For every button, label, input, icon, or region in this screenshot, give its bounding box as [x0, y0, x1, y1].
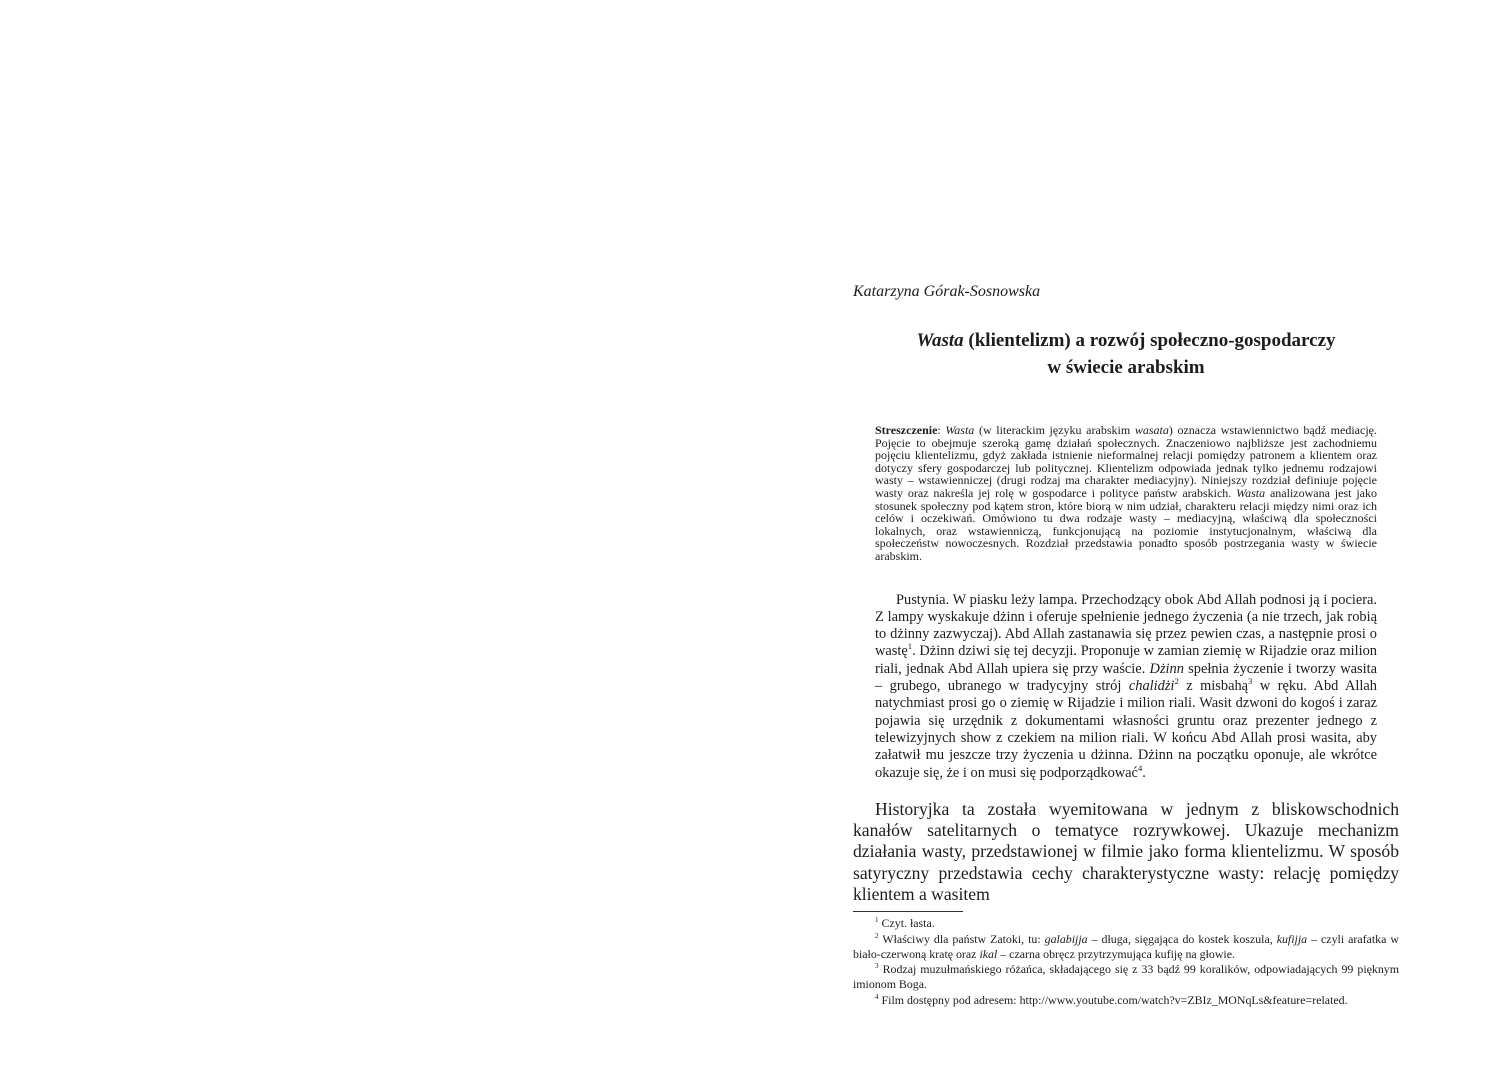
story-text-4: z misbahą: [1178, 678, 1249, 695]
abstract-text-1: (w literackim języku arabskim: [974, 423, 1135, 437]
abstract-term-wasta: Wasta: [945, 423, 975, 437]
footnote-text: Czyt. łasta.: [878, 916, 935, 931]
main-body-paragraph: Historyjka ta została wyemitowana w jednym z bliskowschodnich kanałów satelitarnych o tematyce rozrywkowej. Ukazuje mechanizm działania wasty, przedstawionej w filmie jako forma klientelizmu. W sposób satyryczny przedstawia cechy charakterystyczne wasty: relację pomiędzy klientem a wasitem: [853, 798, 1399, 904]
footnote-text: Rodzaj muzułmańskiego różańca, składającego się z 33 bądź 99 koralików, odpowiadających 99 pięknym imionom Boga.: [853, 962, 1399, 992]
abstract-text-3: analizowana jest jako stosunek społeczny pod kątem stron, które biorą w nim udział, charakteru relacji między nimi oraz ich celów i oczekiwań. Omówiono tu dwa rodzaje wasty – mediacyjną, właściwą dla społeczności lokalnych, oraz wstawienniczą, funkcjonującą na poziomie instytucjonalnym, właściwą dla społeczeństw nowoczesnych. Rozdział przedstawia ponadto sposób postrzegania wasty w świecie arabskim.: [875, 485, 1377, 563]
footnote-ref-2[interactable]: 2: [1174, 676, 1179, 687]
footnote-number: 2: [875, 931, 879, 940]
title-line1: (klientelizm) a rozwój społeczno-gospodarczy: [963, 330, 1336, 351]
footnote-term-kufijja: kufijja: [1276, 931, 1308, 946]
story-text-3: spełnia życzenie i tworzy wasita – grubego, ubranego w tradycyjny strój: [875, 660, 1377, 695]
story-term-chalidzi: chalidżi: [1128, 678, 1175, 695]
story-term-dzinn: Dżinn: [1149, 660, 1184, 677]
abstract-term-wasata: wasata: [1134, 423, 1169, 437]
footnote-4: [853, 993, 1399, 1008]
footnote-text: – czyli arafatka w biało-czerwoną kratę oraz: [853, 931, 1399, 961]
chapter-title: [853, 327, 1399, 381]
story-text-1: Pustynia. W piasku leży lampa. Przechodzący obok Abd Allah podnosi ją i pociera. Z lampy wyskakuje dżinn i oferuje spełnienie jednego życzenia (a nie trzech, jak robią to dżinny zazwyczaj). Abd Allah zastanawia się przez pewien czas, a następnie prosi o wastę: [875, 591, 1377, 660]
title-italic-word: Wasta: [916, 330, 964, 351]
right-page: [750, 0, 1500, 1086]
page-text-block: [853, 283, 1399, 1008]
footnote-3: [853, 962, 1399, 993]
footnote-2: [853, 932, 1399, 963]
title-line2: w świecie arabskim: [1047, 357, 1205, 378]
author-name: Katarzyna Górak-Sosnowska: [853, 283, 1041, 300]
abstract-colon: :: [937, 423, 946, 437]
footnotes: [853, 916, 1399, 1008]
footnote-term-galabijja: galabijja: [1044, 931, 1088, 946]
footnote-ref-3[interactable]: 3: [1248, 676, 1253, 687]
footnote-text: Właściwy dla państw Zatoki, tu:: [878, 931, 1045, 946]
abstract: [875, 424, 1377, 563]
abstract-term-wasta-2: Wasta: [1236, 485, 1266, 500]
story-text-2: . Dżinn dziwi się tej decyzji. Proponuje w zamian ziemię w Rijadzie oraz milion riali, jednak Abd Allah upiera się przy waście.: [875, 643, 1377, 677]
footnote-number: 3: [875, 962, 879, 971]
footnote-text: Film dostępny pod adresem: http://www.youtube.com/watch?v=ZBIz_MONqLs&feature=related.: [878, 992, 1348, 1007]
story-text-5: w ręku. Abd Allah natychmiast prosi go o ziemię w Rijadzie i milion riali. Wasit dzwoni do kogoś i zaraz pojawia się urzędnik z dokumentami własności gruntu oraz prezenter jednego z telewizyjnych show z czekiem na milion riali. W końcu Abd Allah prosi wasita, aby załatwił mu jeszcze trzy życzenia u dżinna. Dżinn na początku oponuje, ale wkrótce okazuje się, że i on musi się podporządkować: [875, 678, 1377, 781]
footnote-text: – długa, sięgająca do kostek koszula,: [1087, 931, 1277, 946]
abstract-label: Streszczenie: [875, 423, 938, 437]
abstract-text-2: ) oznacza wstawiennictwo bądź mediację. Pojęcie to obejmuje szeroką gamę działań społecznych. Znaczeniowo najbliższe jest zachodniemu pojęciu klientelizmu, gdyż zakłada istnienie nieformalnej relacji pomiędzy patronem a klientem oraz dotyczy sfery gospodarczej lub politycznej. Klientelizm odpowiada jednak tylko jednemu rodzajowi wasty – wstawienniczej (drugi rodzaj ma charakter mediacyjny). Niniejszy rozdział definiuje pojęcie wasty oraz nakreśla jej rolę w gospodarce i polityce państw arabskich.: [875, 423, 1377, 500]
footnote-ref-4[interactable]: 4: [1137, 762, 1143, 773]
footnote-number: 1: [875, 916, 879, 925]
footnote-1: [853, 916, 1399, 931]
footnote-ref-1[interactable]: 1: [907, 641, 913, 652]
footnote-number: 4: [875, 992, 879, 1001]
story-paragraph: [875, 592, 1377, 782]
footnote-text: – czarna obręcz przytrzymująca kufiję na głowie.: [997, 946, 1235, 961]
story-text-6: .: [1142, 764, 1146, 781]
footnote-term-ikal: ikal: [979, 946, 998, 961]
footnote-separator: [853, 911, 963, 912]
